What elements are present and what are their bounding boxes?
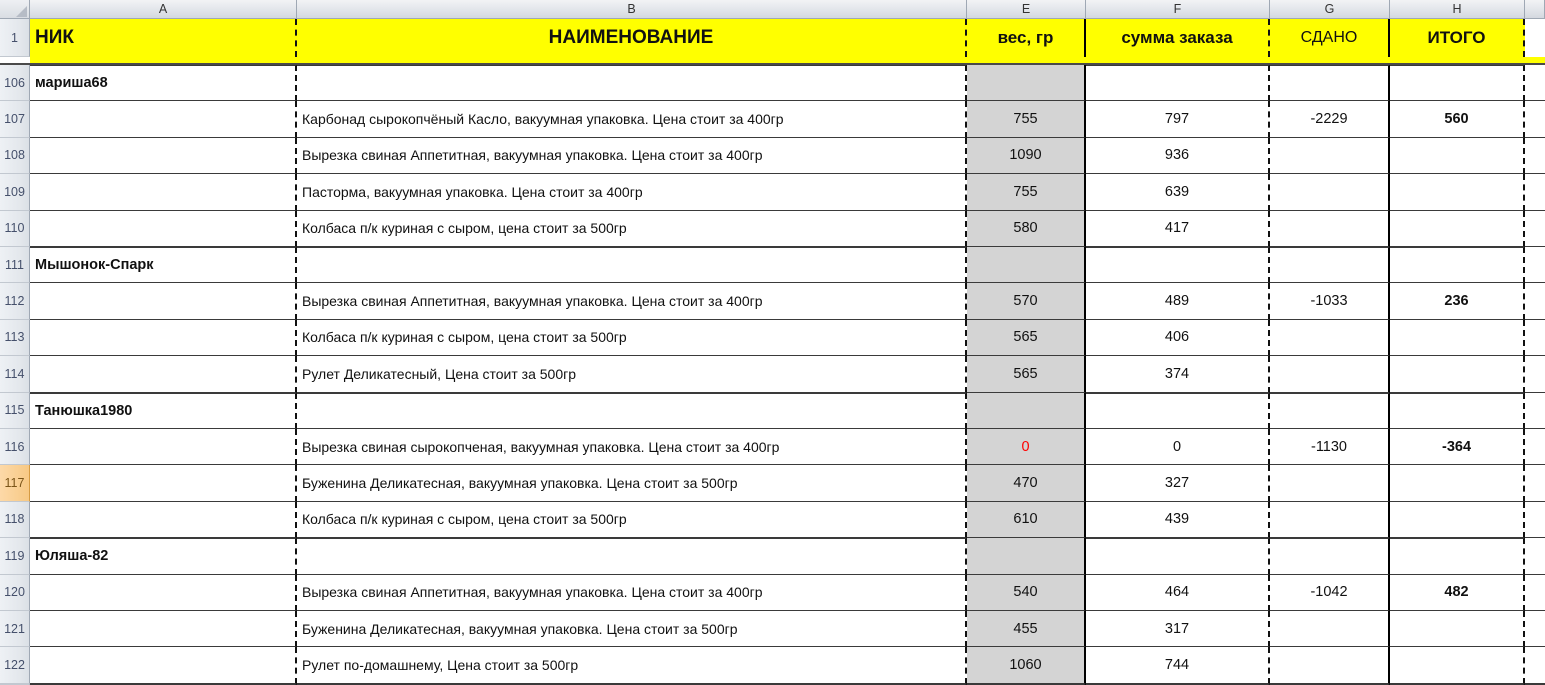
handed-over-cell[interactable] bbox=[1270, 65, 1390, 101]
weight-cell[interactable]: 755 bbox=[967, 101, 1086, 137]
cell-overflow[interactable] bbox=[1525, 174, 1545, 210]
weight-cell[interactable]: 565 bbox=[967, 356, 1086, 392]
weight-cell[interactable]: 540 bbox=[967, 575, 1086, 611]
handed-over-cell[interactable] bbox=[1270, 465, 1390, 501]
order-sum-cell[interactable]: 744 bbox=[1086, 647, 1270, 683]
column-header-g[interactable]: G bbox=[1270, 0, 1390, 19]
total-cell[interactable] bbox=[1390, 611, 1525, 647]
total-cell[interactable]: 236 bbox=[1390, 283, 1525, 319]
order-sum-cell[interactable] bbox=[1086, 247, 1270, 283]
column-header-h[interactable]: H bbox=[1390, 0, 1525, 19]
product-name-cell[interactable] bbox=[297, 538, 967, 574]
cell-a[interactable] bbox=[30, 647, 297, 683]
handed-over-cell[interactable]: -1033 bbox=[1270, 283, 1390, 319]
handed-over-cell[interactable] bbox=[1270, 393, 1390, 429]
cell-overflow[interactable] bbox=[1525, 538, 1545, 574]
row-header-1[interactable]: 1 bbox=[0, 19, 30, 57]
handed-over-cell[interactable] bbox=[1270, 611, 1390, 647]
total-cell[interactable]: 560 bbox=[1390, 101, 1525, 137]
total-cell[interactable] bbox=[1390, 502, 1525, 538]
weight-cell[interactable]: 755 bbox=[967, 174, 1086, 210]
cell-a[interactable] bbox=[30, 138, 297, 174]
column-header-next[interactable] bbox=[1525, 0, 1545, 19]
handed-over-cell[interactable] bbox=[1270, 138, 1390, 174]
cell-overflow[interactable] bbox=[1525, 101, 1545, 137]
header-cell-a[interactable]: НИК bbox=[30, 19, 297, 57]
order-sum-cell[interactable]: 464 bbox=[1086, 575, 1270, 611]
handed-over-cell[interactable] bbox=[1270, 320, 1390, 356]
row-header-108[interactable]: 108 bbox=[0, 138, 30, 174]
row-header-112[interactable]: 112 bbox=[0, 283, 30, 319]
order-sum-cell[interactable]: 406 bbox=[1086, 320, 1270, 356]
cell-overflow[interactable] bbox=[1525, 65, 1545, 101]
cell-overflow[interactable] bbox=[1525, 356, 1545, 392]
total-cell[interactable] bbox=[1390, 174, 1525, 210]
header-cell-g[interactable]: СДАНО bbox=[1270, 19, 1390, 57]
handed-over-cell[interactable] bbox=[1270, 538, 1390, 574]
total-cell[interactable] bbox=[1390, 393, 1525, 429]
cell-overflow[interactable] bbox=[1525, 320, 1545, 356]
handed-over-cell[interactable] bbox=[1270, 502, 1390, 538]
cell-a[interactable] bbox=[30, 320, 297, 356]
order-sum-cell[interactable]: 327 bbox=[1086, 465, 1270, 501]
product-name-cell[interactable]: Колбаса п/к куриная с сыром, цена стоит за 500гр bbox=[297, 320, 967, 356]
column-header-b[interactable]: B bbox=[297, 0, 967, 19]
row-header-118[interactable]: 118 bbox=[0, 502, 30, 538]
order-sum-cell[interactable] bbox=[1086, 65, 1270, 101]
row-header-122[interactable]: 122 bbox=[0, 647, 30, 683]
cell-a[interactable] bbox=[30, 575, 297, 611]
header-cell-h[interactable]: ИТОГО bbox=[1390, 19, 1525, 57]
cell-a[interactable] bbox=[30, 174, 297, 210]
cell-a[interactable] bbox=[30, 611, 297, 647]
product-name-cell[interactable] bbox=[297, 393, 967, 429]
product-name-cell[interactable]: Вырезка свиная Аппетитная, вакуумная упаковка. Цена стоит за 400гр bbox=[297, 283, 967, 319]
order-sum-cell[interactable] bbox=[1086, 393, 1270, 429]
order-sum-cell[interactable]: 417 bbox=[1086, 211, 1270, 247]
handed-over-cell[interactable]: -1042 bbox=[1270, 575, 1390, 611]
weight-cell[interactable]: 580 bbox=[967, 211, 1086, 247]
weight-cell[interactable] bbox=[967, 247, 1086, 283]
weight-cell[interactable]: 470 bbox=[967, 465, 1086, 501]
product-name-cell[interactable]: Вырезка свиная сырокопченая, вакуумная упаковка. Цена стоит за 400гр bbox=[297, 429, 967, 465]
order-sum-cell[interactable]: 639 bbox=[1086, 174, 1270, 210]
row-header-114[interactable]: 114 bbox=[0, 356, 30, 392]
cell-a[interactable] bbox=[30, 465, 297, 501]
cell-a[interactable] bbox=[30, 429, 297, 465]
nickname-cell[interactable]: Танюшка1980 bbox=[30, 393, 297, 429]
product-name-cell[interactable]: Колбаса п/к куриная с сыром, цена стоит за 500гр bbox=[297, 211, 967, 247]
row-header-121[interactable]: 121 bbox=[0, 611, 30, 647]
freeze-pane-divider bbox=[0, 63, 1545, 65]
total-cell[interactable] bbox=[1390, 65, 1525, 101]
weight-cell[interactable] bbox=[967, 65, 1086, 101]
column-header-e[interactable]: E bbox=[967, 0, 1086, 19]
total-cell[interactable]: -364 bbox=[1390, 429, 1525, 465]
total-cell[interactable]: 482 bbox=[1390, 575, 1525, 611]
order-sum-cell[interactable]: 439 bbox=[1086, 502, 1270, 538]
cell-overflow[interactable] bbox=[1525, 647, 1545, 683]
header-cell-f[interactable]: сумма заказа bbox=[1086, 19, 1270, 57]
product-name-cell[interactable]: Рулет Деликатесный, Цена стоит за 500гр bbox=[297, 356, 967, 392]
cell-a[interactable] bbox=[30, 101, 297, 137]
row-header-117[interactable]: 117 bbox=[0, 465, 30, 501]
order-sum-cell[interactable]: 317 bbox=[1086, 611, 1270, 647]
nickname-cell[interactable]: Мышонок-Спарк bbox=[30, 247, 297, 283]
cell-overflow[interactable] bbox=[1525, 247, 1545, 283]
total-cell[interactable] bbox=[1390, 138, 1525, 174]
order-sum-cell[interactable]: 374 bbox=[1086, 356, 1270, 392]
row-header-113[interactable]: 113 bbox=[0, 320, 30, 356]
cell-a[interactable] bbox=[30, 283, 297, 319]
product-name-cell[interactable]: Карбонад сырокопчёный Касло, вакуумная упаковка. Цена стоит за 400гр bbox=[297, 101, 967, 137]
cell-a[interactable] bbox=[30, 356, 297, 392]
order-sum-cell[interactable]: 797 bbox=[1086, 101, 1270, 137]
order-sum-cell[interactable]: 489 bbox=[1086, 283, 1270, 319]
handed-over-cell[interactable]: -2229 bbox=[1270, 101, 1390, 137]
order-sum-cell[interactable]: 936 bbox=[1086, 138, 1270, 174]
cell-overflow[interactable] bbox=[1525, 429, 1545, 465]
row-header-110[interactable]: 110 bbox=[0, 211, 30, 247]
row-header-120[interactable]: 120 bbox=[0, 575, 30, 611]
total-cell[interactable] bbox=[1390, 211, 1525, 247]
header-cell-b[interactable]: НАИМЕНОВАНИЕ bbox=[297, 19, 967, 57]
order-sum-cell[interactable]: 0 bbox=[1086, 429, 1270, 465]
row-header-111[interactable]: 111 bbox=[0, 247, 30, 283]
weight-cell[interactable]: 0 bbox=[967, 429, 1086, 465]
header-cell-e[interactable]: вес, гр bbox=[967, 19, 1086, 57]
weight-cell[interactable]: 1060 bbox=[967, 647, 1086, 683]
cell-overflow[interactable] bbox=[1525, 211, 1545, 247]
product-name-cell[interactable] bbox=[297, 247, 967, 283]
cell-a[interactable] bbox=[30, 211, 297, 247]
weight-cell[interactable]: 1090 bbox=[967, 138, 1086, 174]
row-header-109[interactable]: 109 bbox=[0, 174, 30, 210]
order-sum-cell[interactable] bbox=[1086, 538, 1270, 574]
row-header-119[interactable]: 119 bbox=[0, 538, 30, 574]
product-name-cell[interactable]: Пасторма, вакуумная упаковка. Цена стоит за 400гр bbox=[297, 174, 967, 210]
product-name-cell[interactable]: Колбаса п/к куриная с сыром, цена стоит за 500гр bbox=[297, 502, 967, 538]
row-header-116[interactable]: 116 bbox=[0, 429, 30, 465]
cell-overflow[interactable] bbox=[1525, 393, 1545, 429]
total-cell[interactable] bbox=[1390, 538, 1525, 574]
row-header-107[interactable]: 107 bbox=[0, 101, 30, 137]
handed-over-cell[interactable] bbox=[1270, 247, 1390, 283]
product-name-cell[interactable]: Вырезка свиная Аппетитная, вакуумная упаковка. Цена стоит за 400гр bbox=[297, 138, 967, 174]
handed-over-cell[interactable]: -1130 bbox=[1270, 429, 1390, 465]
cell-overflow[interactable] bbox=[1525, 283, 1545, 319]
product-name-cell[interactable]: Рулет по-домашнему, Цена стоит за 500гр bbox=[297, 647, 967, 683]
weight-cell[interactable]: 610 bbox=[967, 502, 1086, 538]
cell-overflow[interactable] bbox=[1525, 465, 1545, 501]
total-cell[interactable] bbox=[1390, 247, 1525, 283]
weight-cell[interactable]: 565 bbox=[967, 320, 1086, 356]
total-cell[interactable] bbox=[1390, 320, 1525, 356]
nickname-cell[interactable]: Юляша-82 bbox=[30, 538, 297, 574]
product-name-cell[interactable] bbox=[297, 65, 967, 101]
weight-cell[interactable] bbox=[967, 538, 1086, 574]
row-header-106[interactable]: 106 bbox=[0, 65, 30, 101]
total-cell[interactable] bbox=[1390, 356, 1525, 392]
weight-cell[interactable]: 455 bbox=[967, 611, 1086, 647]
select-all-button[interactable] bbox=[0, 0, 30, 19]
product-name-cell[interactable]: Вырезка свиная Аппетитная, вакуумная упаковка. Цена стоит за 400гр bbox=[297, 575, 967, 611]
select-all-triangle-icon bbox=[16, 6, 27, 17]
cell-overflow[interactable] bbox=[1525, 611, 1545, 647]
weight-cell[interactable]: 570 bbox=[967, 283, 1086, 319]
row-header-115[interactable]: 115 bbox=[0, 393, 30, 429]
cell-overflow[interactable] bbox=[1525, 502, 1545, 538]
product-name-cell[interactable]: Буженина Деликатесная, вакуумная упаковка. Цена стоит за 500гр bbox=[297, 465, 967, 501]
nickname-cell[interactable]: мариша68 bbox=[30, 65, 297, 101]
product-name-cell[interactable]: Буженина Деликатесная, вакуумная упаковка. Цена стоит за 500гр bbox=[297, 611, 967, 647]
column-header-f[interactable]: F bbox=[1086, 0, 1270, 19]
handed-over-cell[interactable] bbox=[1270, 174, 1390, 210]
cell-overflow[interactable] bbox=[1525, 138, 1545, 174]
weight-cell[interactable] bbox=[967, 393, 1086, 429]
cell-overflow[interactable] bbox=[1525, 575, 1545, 611]
handed-over-cell[interactable] bbox=[1270, 647, 1390, 683]
total-cell[interactable] bbox=[1390, 465, 1525, 501]
handed-over-cell[interactable] bbox=[1270, 356, 1390, 392]
cell-a[interactable] bbox=[30, 502, 297, 538]
handed-over-cell[interactable] bbox=[1270, 211, 1390, 247]
column-header-a[interactable]: A bbox=[30, 0, 297, 19]
total-cell[interactable] bbox=[1390, 647, 1525, 683]
